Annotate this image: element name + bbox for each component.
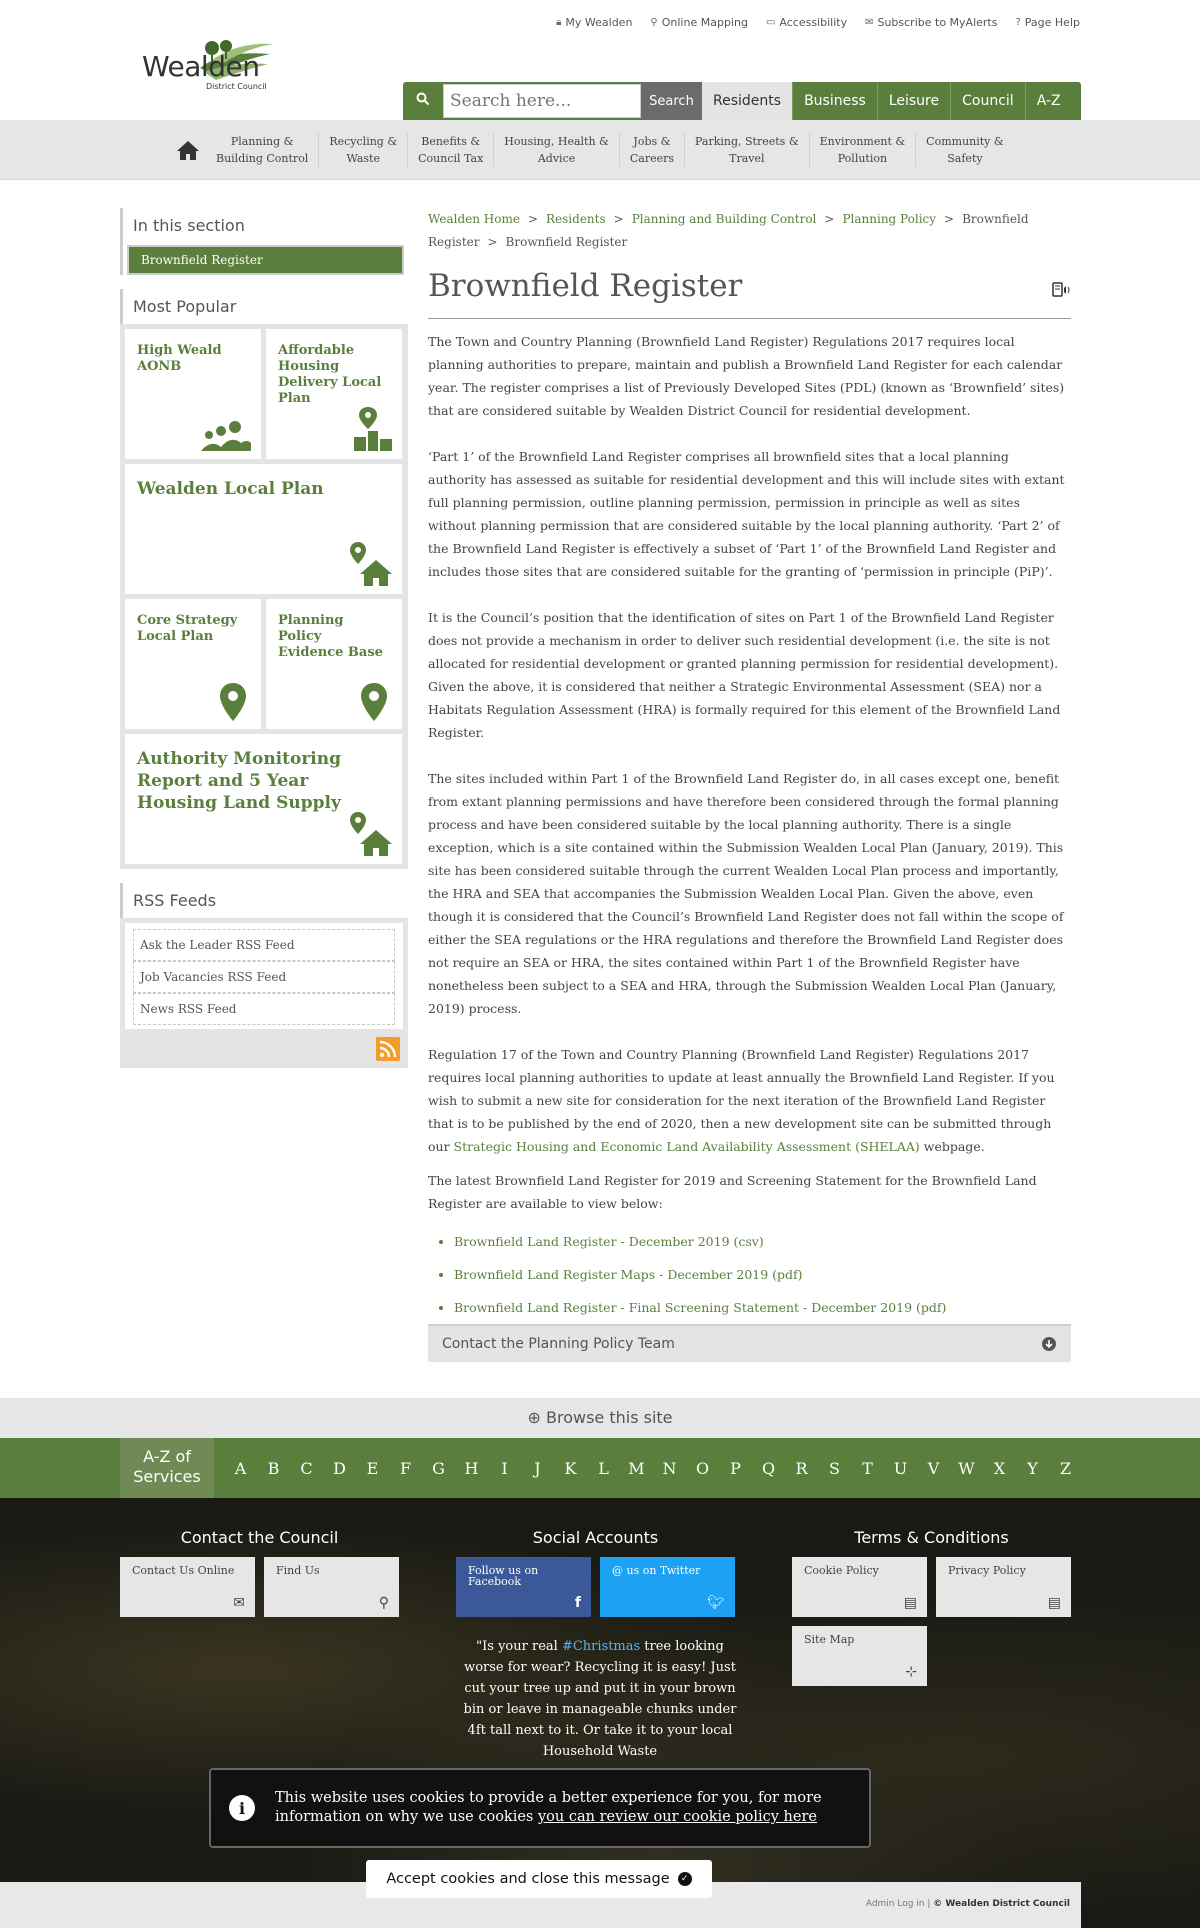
brand-subtitle: District Council [206, 82, 267, 91]
map-pin-icon [360, 683, 388, 721]
separator: | [924, 1899, 934, 1909]
az-letter-o[interactable]: O [695, 1458, 710, 1478]
breadcrumb-wealden-home[interactable]: Wealden Home [428, 212, 520, 226]
subnav-line: Building Control [216, 152, 309, 165]
page-title-text: Brownfield Register [428, 268, 743, 304]
breadcrumb-brownfield-parent: Brownfield Register [428, 212, 1029, 249]
search-icon [403, 92, 443, 110]
in-this-section [120, 208, 408, 275]
subnav-line: Waste [346, 152, 380, 165]
popular-title: Core Strategy Local Plan [137, 613, 238, 644]
rss-news[interactable]: News RSS Feed [133, 993, 395, 1025]
popular-evidence-base[interactable] [266, 599, 402, 729]
tab-a-z[interactable]: A-Z [1025, 82, 1072, 120]
az-letter-c[interactable]: C [300, 1458, 313, 1478]
subnav-line: Parking, Streets & [695, 135, 799, 148]
rss-ask-the-leader[interactable]: Ask the Leader RSS Feed [133, 929, 395, 961]
footer-heading: Social Accounts [532, 1528, 659, 1547]
subnav-community[interactable] [916, 133, 1014, 167]
sidebar [120, 208, 408, 1082]
list-item [454, 1225, 1071, 1258]
popular-title: Affordable Housing Delivery Local Plan [278, 343, 382, 406]
contact-us-online-tile[interactable] [120, 1557, 255, 1617]
subnav-line: Careers [629, 152, 674, 165]
cookie-policy-link[interactable]: you can review our cookie policy here [537, 1809, 817, 1825]
map-pin-icon: ⚲ [650, 17, 658, 28]
cookie-text [275, 1789, 851, 1827]
cookie-policy-tile[interactable] [792, 1557, 927, 1617]
register-csv-link[interactable]: Brownfield Land Register - December 2019 (csv) [454, 1234, 764, 1249]
main-content [428, 208, 1071, 1324]
subnav-line: Safety [947, 152, 983, 165]
util-accessibility[interactable] [766, 16, 847, 29]
privacy-policy-tile[interactable] [936, 1557, 1071, 1617]
council-position-paragraph: It is the Council’s position that the identification of sites on Part 1 of the Brownfield Land Register does not provide a mechanism in order to deliver such residential development (i.e. the site is not allocated for residential development or granted planning permission for residential development). Given the above, it is considered that neither a Strategic Environmental Assessment (SEA) nor a Habitats Regulation Assessment (HRA) is formally required for this element of the Brownfield Land Register. [428, 610, 1061, 740]
az-letter-b[interactable]: B [267, 1458, 280, 1478]
az-letter-s[interactable]: S [829, 1458, 840, 1478]
register-maps-link[interactable]: Brownfield Land Register Maps - December 2019 (pdf) [454, 1267, 803, 1282]
subnav-line: Council Tax [418, 152, 484, 165]
popular-high-weald[interactable] [125, 329, 261, 459]
contact-planning-policy-accordion[interactable] [428, 1324, 1071, 1362]
subnav-line: Travel [729, 152, 765, 165]
site-map-tile[interactable] [792, 1626, 927, 1686]
rss-job-vacancies[interactable]: Job Vacancies RSS Feed [133, 961, 395, 993]
latest-tweet [462, 1636, 738, 1762]
footer-contact [120, 1528, 399, 1617]
sitemap-icon: ⊹ [905, 1664, 917, 1680]
tile-label: Site Map [804, 1633, 855, 1646]
house-pin-icon [348, 542, 392, 586]
az-label[interactable] [120, 1438, 214, 1498]
subnav-line: Recycling & [329, 135, 398, 148]
reg17-text: Regulation 17 of the Town and Country Planning (Brownfield Land Register) Regulations 2017 requires local planning authorities to update at least annually the Brownfield Land Register. If you wish to submit a new site for consideration for the next iteration of the Brownfield Land Register that is to be published by the end of 2020, then a new development site can be submitted through our [428, 1047, 1055, 1154]
util-label[interactable]: My Wealden [565, 16, 633, 29]
find-us-tile[interactable] [264, 1557, 399, 1617]
intro-paragraph: The Town and Country Planning (Brownfield Land Register) Regulations 2017 requires local planning authorities to prepare, maintain and publish a Brownfield Land Register for each calendar year. The register comprises a list of Previously Developed Sites (PDL) (known as ‘Brownfield’ sites) that are considered suitable by Wealden District Council for residential development. [428, 334, 1065, 418]
util-label[interactable]: Subscribe to MyAlerts [877, 16, 998, 29]
breadcrumb: Wealden Home > Residents > Planning and Building Control > Planning Policy > Brownfield Register > Brownfield Register [428, 212, 1029, 249]
main-tabs [702, 82, 1072, 120]
cookie-message: This website uses cookies to provide a better experience for you, for more information on why we use cookies [275, 1790, 822, 1825]
envelope-icon: ✉ [865, 17, 874, 28]
util-label[interactable]: Page Help [1024, 16, 1080, 29]
village-pin-icon [354, 407, 392, 451]
site-header [0, 0, 1200, 120]
plus-circle-icon: ⊕ [527, 1408, 541, 1427]
az-letter-u[interactable]: U [893, 1458, 908, 1478]
az-letter-g[interactable]: G [432, 1458, 445, 1478]
subnav-line: Benefits & [421, 135, 481, 148]
shelaa-link[interactable]: Strategic Housing and Economic Land Availability Assessment (SHELAA) [453, 1139, 920, 1154]
list-item [454, 1291, 1071, 1324]
az-letter-y[interactable]: Y [1027, 1458, 1038, 1478]
twitter-tile[interactable] [600, 1557, 735, 1617]
az-letter-a[interactable]: A [234, 1458, 247, 1478]
regulation-17-paragraph [428, 1043, 1071, 1158]
az-letter-w[interactable]: W [958, 1458, 975, 1478]
az-label-line: A-Z of [143, 1447, 191, 1466]
subnav-jobs[interactable] [620, 133, 685, 167]
popular-affordable-housing[interactable] [266, 329, 402, 459]
house-pin-icon [348, 812, 392, 856]
breadcrumb-planning-building[interactable]: Planning and Building Control [631, 212, 817, 226]
home-icon[interactable] [170, 120, 206, 180]
question-icon: ? [1015, 17, 1021, 28]
subnav-line: Housing, Health & [504, 135, 609, 148]
subnav-benefits[interactable] [408, 133, 494, 167]
tab-business[interactable]: Business [792, 82, 877, 120]
subnav-line: Community & [926, 135, 1004, 148]
subnav-line: Environment & [819, 135, 906, 148]
az-letter-r[interactable]: R [795, 1458, 808, 1478]
util-label[interactable]: Online Mapping [661, 16, 748, 29]
book-icon: ▤ [1047, 1595, 1061, 1611]
tweet-text: "Is your real [476, 1639, 562, 1654]
az-letter-d[interactable]: D [333, 1458, 346, 1478]
monitor-icon: ▭ [765, 17, 776, 28]
footer-heading: Terms & Conditions [854, 1528, 1009, 1547]
rss-heading: RSS Feeds [120, 883, 408, 918]
az-letter-q[interactable]: Q [761, 1458, 776, 1478]
tab-leisure[interactable]: Leisure [877, 82, 950, 120]
popular-title: Wealden Local Plan [137, 479, 324, 499]
book-icon: ▤ [903, 1595, 917, 1611]
brand-name: Wealden [142, 50, 260, 83]
subnav-parking[interactable] [685, 133, 810, 167]
az-letter-e[interactable]: E [366, 1458, 379, 1478]
info-icon: i [229, 1795, 255, 1821]
search-input[interactable] [443, 84, 641, 118]
popular-title: Authority Monitoring Report and 5 Year Housing Land Supply [137, 749, 341, 813]
utility-nav [556, 16, 1080, 29]
latest-register-paragraph: The latest Brownfield Land Register for 2019 and Screening Statement for the Brownfield Land Register are available to view below: [428, 1173, 1037, 1211]
subnav-line: Planning & [230, 135, 294, 148]
expand-icon [1041, 1336, 1057, 1352]
util-label[interactable]: Accessibility [779, 16, 848, 29]
az-letter-t[interactable]: T [862, 1458, 873, 1478]
copyright: © Wealden District Council [933, 1899, 1070, 1909]
breadcrumb-residents[interactable]: Residents [546, 212, 606, 226]
az-letter-i[interactable]: I [501, 1458, 508, 1478]
util-my-wealden[interactable] [556, 16, 632, 29]
tab-residents[interactable]: Residents [702, 82, 792, 120]
envelope-icon: ✉ [233, 1595, 245, 1611]
twitter-icon: 🐦︎ [707, 1595, 725, 1611]
sites-paragraph: The sites included within Part 1 of the Brownfield Land Register do, in all cases except one, benefit from extant planning permissions and have therefore been considered through the formal planning process and have been considered suitable by the local planning authority. There is a single exception, which is a site contained within the Submission Wealden Local Plan (January, 2019). This site has been considered suitable through the current Wealden Local Plan process and importantly, the HRA and SEA that accompanies the Submission Wealden Local Plan. Given the above, even though it is considered that the Council’s Brownfield Land Register does not fall within the scope of either the SEA regulations or the HRA regulations and therefore the Brownfield Land Register does not require an SEA or HRA, the sites contained within Part 1 of the Brownfield Register have nonetheless been subject to a SEA and HRA, through the Submission Wealden Local Plan (January, 2019) process. [428, 771, 1064, 1016]
search-button[interactable]: Search [641, 82, 702, 120]
az-letters [224, 1438, 1082, 1498]
subnav-planning[interactable] [206, 133, 319, 167]
accept-cookies-button[interactable] [366, 1860, 712, 1898]
az-letter-p[interactable]: P [730, 1458, 741, 1478]
browse-this-site[interactable] [0, 1398, 1200, 1438]
map-pin-icon: ⚲ [378, 1595, 389, 1611]
popular-authority-monitoring[interactable] [125, 734, 402, 864]
az-letter-v[interactable]: V [927, 1458, 940, 1478]
lock-icon: 🔒︎ [556, 17, 562, 28]
popular-core-strategy[interactable] [125, 599, 261, 729]
tile-label: Privacy Policy [948, 1564, 1026, 1577]
az-services-bar [0, 1438, 1200, 1498]
tweet-text: tree looking worse for wear? Recycling it is easy! Just cut your tree up and put it in your brown bin or leave in manageable chunks under 4ft tall next to it. Or take it to your local Household Waste [463, 1639, 737, 1759]
az-letter-j[interactable]: J [534, 1458, 541, 1478]
popular-title: Planning Policy Evidence Base [278, 613, 383, 660]
accept-label: Accept cookies and close this message [386, 1871, 670, 1887]
admin-login-link[interactable]: Admin Log in [865, 1899, 925, 1909]
facebook-icon: f [574, 1595, 581, 1611]
reg17-tail: webpage. [919, 1139, 985, 1154]
part1-paragraph: ‘Part 1’ of the Brownfield Land Register comprises all brownfield sites that a local planning authority has assessed as suitable for residential development and this will include sites with extant full planning permission, outline planning permission, permission in principle as well as sites without planning permission that are considered suitable by the local planning authority. ‘Part 2’ of the Brownfield Land Register is effectively a subset of ‘Part 1’ of the Brownfield Land Register and includes those sites that are considered suitable for the granting of ‘permission in principle (PiP)’. [428, 449, 1065, 579]
popular-title: High Weald AONB [137, 343, 222, 374]
footer-heading: Contact the Council [180, 1528, 339, 1547]
az-letter-k[interactable]: K [564, 1458, 577, 1478]
breadcrumb-planning-policy[interactable]: Planning Policy [842, 212, 937, 226]
subnav-housing[interactable] [494, 133, 620, 167]
rss-icon[interactable] [376, 1037, 400, 1061]
read-aloud-icon[interactable] [1051, 280, 1071, 300]
document-list [428, 1225, 1071, 1324]
breadcrumb-current: Brownfield Register [505, 235, 628, 249]
footer-social [456, 1528, 735, 1617]
screening-statement-link[interactable]: Brownfield Land Register - Final Screening Statement - December 2019 (pdf) [454, 1300, 947, 1315]
check-circle-icon: ✓ [678, 1872, 692, 1886]
az-letter-h[interactable]: H [464, 1458, 479, 1478]
page-title [428, 268, 1071, 319]
subnav-line: Advice [537, 152, 576, 165]
hills-icon [201, 421, 251, 451]
subnav-recycling[interactable] [319, 133, 408, 167]
az-letter-m[interactable]: M [628, 1458, 645, 1478]
facebook-tile[interactable] [456, 1557, 591, 1617]
map-pin-icon [219, 683, 247, 721]
az-letter-n[interactable]: N [662, 1458, 677, 1478]
list-item [454, 1258, 1071, 1291]
subnav-line: Pollution [837, 152, 888, 165]
search-bar [403, 82, 1081, 120]
rss-feeds [120, 883, 408, 1068]
az-letter-l[interactable]: L [598, 1458, 609, 1478]
section-heading: In this section [123, 208, 408, 243]
browse-label: Browse this site [545, 1408, 673, 1427]
tweet-hashtag[interactable]: #Christmas [561, 1639, 641, 1654]
util-page-help[interactable] [1015, 16, 1080, 29]
sub-navigation [0, 120, 1200, 180]
tile-label: Find Us [276, 1564, 320, 1577]
az-label-line: Services [133, 1467, 201, 1486]
popular-heading: Most Popular [120, 289, 408, 324]
most-popular [120, 289, 408, 869]
cookie-banner [209, 1768, 871, 1848]
subnav-line: Jobs & [633, 135, 671, 148]
tab-council[interactable]: Council [950, 82, 1025, 120]
tile-label: Follow us on Facebook [468, 1564, 539, 1588]
util-online-mapping[interactable] [650, 16, 748, 29]
contact-bar-label: Contact the Planning Policy Team [442, 1336, 675, 1352]
az-letter-f[interactable]: F [399, 1458, 412, 1478]
bottom-links [866, 1899, 1070, 1909]
tile-label: @ us on Twitter [612, 1564, 701, 1577]
subnav-environment[interactable] [810, 133, 917, 167]
az-letter-x[interactable]: X [993, 1458, 1006, 1478]
popular-wealden-local-plan[interactable] [125, 464, 402, 594]
az-letter-z[interactable]: Z [1059, 1458, 1072, 1478]
footer-terms [792, 1528, 1071, 1686]
tile-label: Cookie Policy [804, 1564, 879, 1577]
util-subscribe[interactable] [865, 16, 997, 29]
tile-label: Contact Us Online [132, 1564, 235, 1577]
sidebar-item-brownfield-register[interactable]: Brownfield Register [127, 245, 404, 275]
